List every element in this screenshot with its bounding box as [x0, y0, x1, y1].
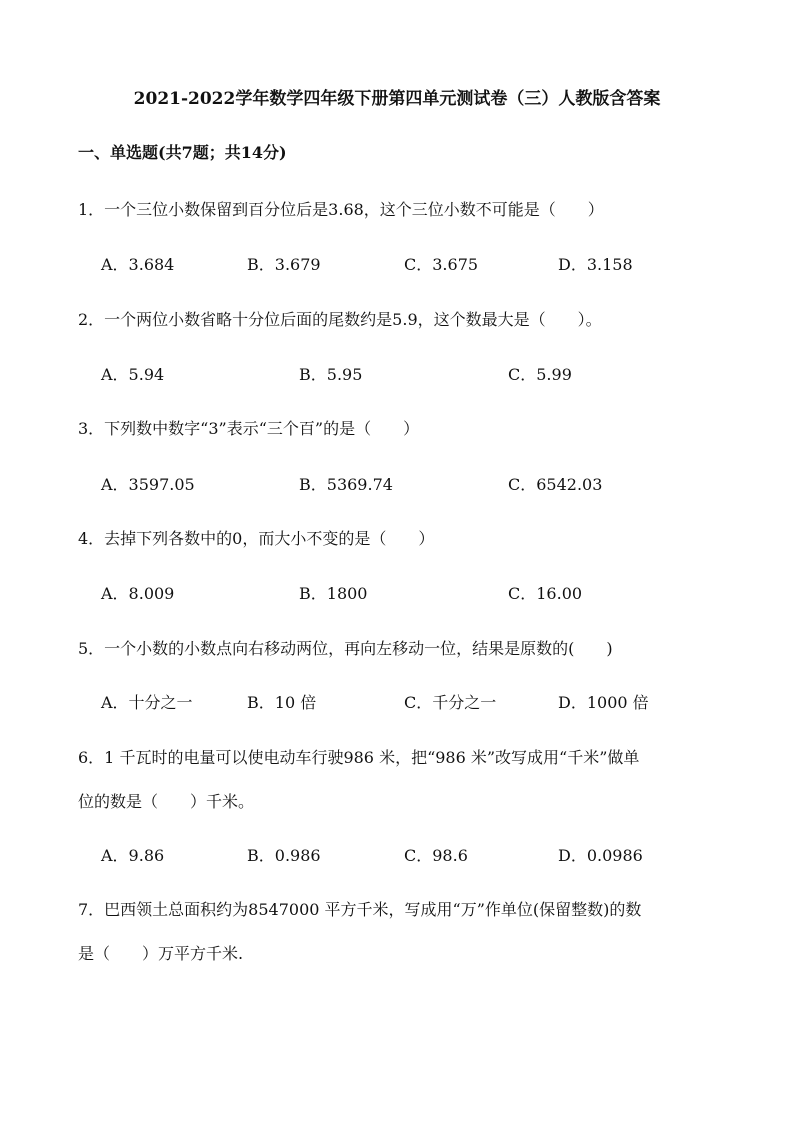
- question-6-text-line-1: 6．1 千瓦时的电量可以使电动车行驶986 米，把“986 米”改写成用“千米”做单: [78, 748, 640, 767]
- question-5-text: 5．一个小数的小数点向右移动两位，再向左移动一位，结果是原数的( ): [78, 639, 613, 658]
- option-a[interactable]: A．8.009: [101, 584, 175, 603]
- option-d[interactable]: D．1000 倍: [558, 693, 649, 712]
- question-2-options: [0, 362, 794, 386]
- question-4-options: [0, 581, 794, 605]
- option-d[interactable]: D．0.0986: [558, 846, 643, 865]
- option-c[interactable]: C．3.675: [404, 255, 479, 274]
- option-c[interactable]: C．16.00: [508, 584, 583, 603]
- question-1-options: [0, 252, 794, 276]
- question-7-text-line-1: 7．巴西领土总面积约为8547000 平方千米，写成用“万”作单位(保留整数)的数: [78, 900, 642, 919]
- question-3-text: 3．下列数中数字“3”表示“三个百”的是（ ）: [78, 419, 420, 438]
- question-2-text: 2．一个两位小数省略十分位后面的尾数约是5.9，这个数最大是（ ）。: [78, 310, 602, 329]
- option-c[interactable]: C．5.99: [508, 365, 572, 384]
- option-b[interactable]: B．5369.74: [299, 475, 393, 494]
- question-6-text-line-2: 位的数是（ ）千米。: [78, 792, 255, 811]
- option-c[interactable]: C．千分之一: [404, 693, 497, 712]
- option-a[interactable]: A．5.94: [101, 365, 165, 384]
- question-7-text-line-2: 是（ ）万平方千米.: [78, 944, 244, 963]
- option-b[interactable]: B．5.95: [299, 365, 363, 384]
- option-a[interactable]: A．3.684: [101, 255, 175, 274]
- question-1-text: 1．一个三位小数保留到百分位后是3.68，这个三位小数不可能是（ ）: [78, 200, 604, 219]
- option-a[interactable]: A．3597.05: [101, 475, 195, 494]
- question-6-options: [0, 843, 794, 867]
- question-3-options: [0, 472, 794, 496]
- option-d[interactable]: D．3.158: [558, 255, 633, 274]
- option-b[interactable]: B．1800: [299, 584, 368, 603]
- option-a[interactable]: A．9.86: [101, 846, 165, 865]
- option-c[interactable]: C．98.6: [404, 846, 468, 865]
- document-title: 2021-2022学年数学四年级下册第四单元测试卷（三）人教版含答案: [133, 89, 661, 109]
- option-b[interactable]: B．0.986: [247, 846, 321, 865]
- option-b[interactable]: B．3.679: [247, 255, 321, 274]
- section-heading: 一、单选题(共7题；共14分): [78, 143, 287, 162]
- question-5-options: [0, 690, 794, 714]
- option-c[interactable]: C．6542.03: [508, 475, 603, 494]
- option-b[interactable]: B．10 倍: [247, 693, 317, 712]
- question-4-text: 4．去掉下列各数中的0，而大小不变的是（ ）: [78, 529, 435, 548]
- option-a[interactable]: A．十分之一: [101, 693, 193, 712]
